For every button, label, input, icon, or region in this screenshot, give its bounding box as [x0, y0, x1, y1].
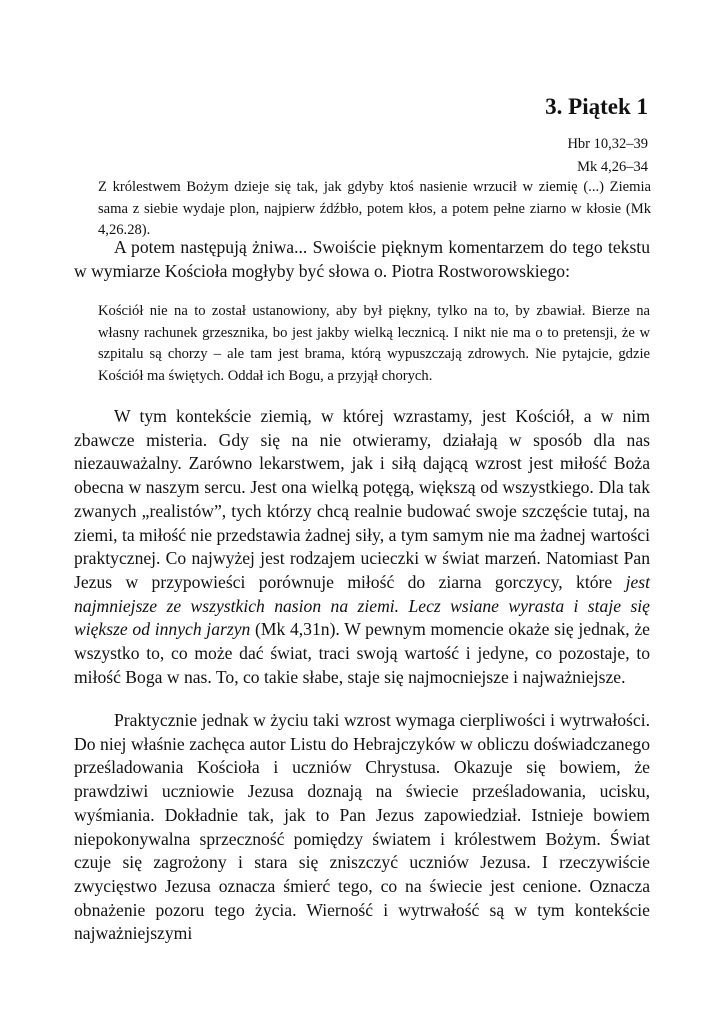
rostworowski-quote: Kościół nie na to został ustanowiony, aby był piękny, tylko na to, by zbawiał. Bierze na własny rachunek grzesznika, bo jest jakby wielką lecznicą. I nikt nie ma o to pretensji, że w szpitalu są chorzy – ale tam jest brama, którą wypuszczają zdrowych. Nie pytajcie, gdzie Kościół ma świętych. Oddał ich Bogu, a przyjął chorych.: [98, 303, 650, 384]
paragraph-church: [74, 405, 650, 689]
gospel-quote: Z królestwem Bożym dzieje się tak, jak gdyby ktoś nasienie wrzucił w ziemię (...) Ziemia sama z siebie wydaje plon, najpierw źdźbło, potem kłos, a potem pełne ziarno w kłosie (Mk 4,26.28).: [98, 179, 651, 239]
paragraph-intro: A potem następują żniwa... Swoiście pięknym komentarzem do tego tekstu w wymiarze Kościoła mogłyby być słowa o. Piotra Rostworowskiego:: [74, 237, 650, 281]
paragraph-church-scripture-italic: jest najmniejsze ze wszystkich nasion na ziemi. Lecz wsiane wyrasta i staje się większe od innych jarzyn: [74, 571, 650, 640]
paragraph-perseverance: Praktycznie jednak w życiu taki wzrost wymaga cierpliwości i wytrwałości. Do niej właśnie zachęca autor Listu do Hebrajczyków w obliczu doświadczanego prześladowania Kościoła i uczniów Chrystusa. Okazuje się bowiem, że prawdziwi uczniowie Jezusa doznają na świecie prześladowania, ucisku, wyśmiania. Dokładnie tak, jak to Pan Jezus zapowiedział. Istnieje bowiem niepokonywalna sprzeczność pomiędzy światem i królestwem Bożym. Świat czuje się zagrożony i stara się zniszczyć uczniów Jezusa. I rzeczywiście zwycięstwo Jezusa oznacza śmierć tego, co na świecie jest cenione. Oznacza obnażenie pozoru tego życia. Wierność i wytrwałość są w tym kontekście najważniejszymi: [74, 710, 650, 944]
paragraph-church-text-end: (Mk 4,31n). W pewnym momencie okaże się jednak, że wszystko to, co może dać świat, traci swoją wartość i jedyne, co pozostaje, to miłość Boga w nas. To, co takie słabe, staje się najmocniejsze i najważniejsze.: [74, 619, 650, 687]
scripture-reference-hebrews: Hbr 10,32–39: [567, 136, 648, 152]
scripture-reference-mark: Mk 4,26–34: [577, 159, 648, 175]
paragraph-church-text-start: W tym kontekście ziemią, w której wzrastamy, jest Kościół, a w nim zbawcze misteria. Gdy się na nie otwieramy, działają w sposób dla nas niezauważalny. Zarówno lekarstwem, jak i siłą dającą wzrost jest miłość Boża obecna w naszym sercu. Jest ona wielką potęgą, większą od wszystkiego. Dla tak zwanych „realistów”, tych którzy chcą realnie budować swoje szczęście tutaj, na ziemi, ta miłość nie przedstawia żadnej siły, a tym samym nie ma żadnej wartości praktycznej. Co najwyżej jest rodzajem ucieczki w świat marzeń. Natomiast Pan Jezus w przypowieści porównuje miłość do ziarna gorczycy, które: [74, 406, 650, 592]
page-title: 3. Piątek 1: [545, 94, 648, 119]
